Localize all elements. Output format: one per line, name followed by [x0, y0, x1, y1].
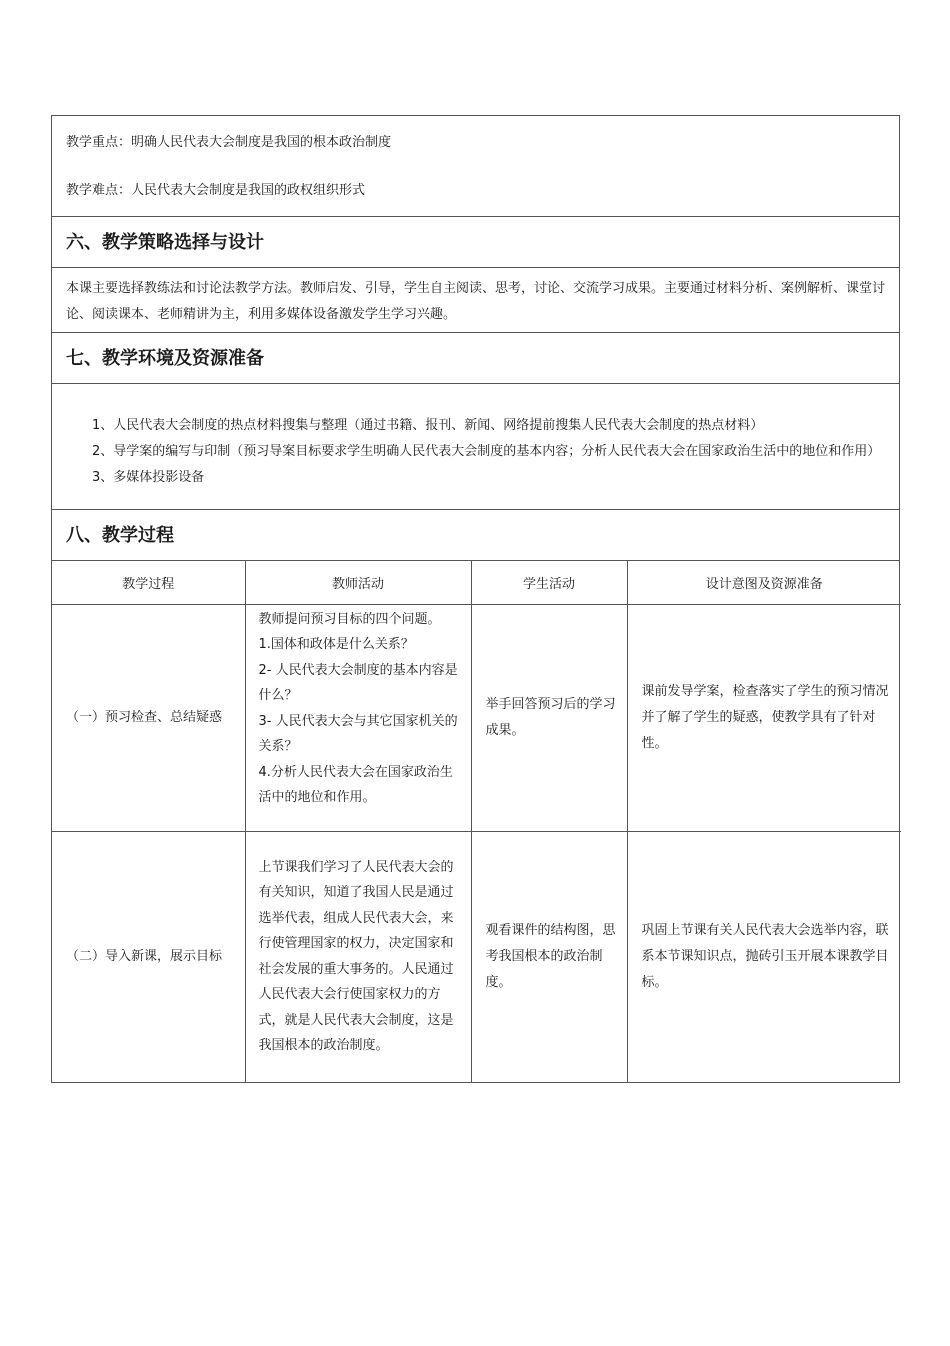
stage-cell: （一）预习检查、总结疑惑 — [52, 604, 245, 831]
key-point-text: 教学重点：明确人民代表大会制度是我国的根本政治制度 — [66, 135, 392, 150]
column-header: 教学过程 — [52, 561, 245, 604]
column-header: 学生活动 — [471, 561, 627, 604]
teaching-focus-block — [52, 116, 899, 217]
resource-item-3: 3、多媒体投影设备 — [92, 470, 205, 485]
section-8-title: 八、教学过程 — [52, 510, 899, 561]
student-activity-cell: 举手回答预习后的学习成果。 — [471, 604, 627, 831]
design-intent-cell: 巩固上节课有关人民代表大会选举内容，联系本节课知识点，抛砖引玉开展本课教学目标。 — [627, 831, 901, 1082]
table-row — [52, 831, 901, 1082]
teacher-line: 2- 人民代表大会制度的基本内容是什么？ — [258, 662, 458, 703]
teacher-line: 4.分析人民代表大会在国家政治生活中的地位和作用。 — [258, 764, 453, 805]
student-activity-cell: 观看课件的结构图，思考我国根本的政治制度。 — [471, 831, 627, 1082]
stage-cell: （二）导入新课，展示目标 — [52, 831, 245, 1082]
teacher-activity-cell — [245, 604, 471, 831]
process-table-block — [52, 561, 899, 1082]
section-7-title: 七、教学环境及资源准备 — [52, 333, 899, 384]
column-header: 设计意图及资源准备 — [627, 561, 901, 604]
teacher-line: 教师提问预习目标的四个问题。 — [258, 611, 441, 627]
table-row — [52, 604, 901, 831]
resource-item-1: 1、人民代表大会制度的热点材料搜集与整理（通过书籍、报刊、新闻、网络提前搜集人民代表大会制度的热点材料） — [92, 418, 764, 433]
teacher-activity-cell — [245, 831, 471, 1082]
teacher-line: 上节课我们学习了人民代表大会的有关知识，知道了我国人民是通过选举代表，组成人民代表大会，来行使管理国家的权力，决定国家和社会发展的重大事务的。人民通过人民代表大会行使国家权力的方式，就是人民代表大会制度，这是我国根本的政治制度。 — [258, 859, 454, 1054]
resource-item-2: 2、导学案的编写与印制（预习导案目标要求学生明确人民代表大会制度的基本内容；分析人民代表大会在国家政治生活中的地位和作用） — [92, 444, 881, 459]
section-7-body — [52, 384, 899, 510]
process-table — [52, 561, 901, 1082]
teacher-line: 3- 人民代表大会与其它国家机关的关系？ — [258, 713, 458, 754]
teacher-line: 1.国体和政体是什么关系？ — [258, 637, 414, 652]
section-6-body: 本课主要选择教练法和讨论法教学方法。教师启发、引导，学生自主阅读、思考，讨论、交流学习成果。主要通过材料分析、案例解析、课堂讨论、阅读课本、老师精讲为主，利用多媒体设备激发学生学习兴趣。 — [52, 268, 899, 333]
design-intent-cell: 课前发导学案，检查落实了学生的预习情况并了解了学生的疑惑，使教学具有了针对性。 — [627, 604, 901, 831]
section-6-title: 六、教学策略选择与设计 — [52, 217, 899, 268]
difficult-point-text: 教学难点：人民代表大会制度是我国的政权组织形式 — [66, 183, 366, 198]
column-header: 教师活动 — [245, 561, 471, 604]
lesson-plan-document — [51, 115, 900, 1083]
table-header-row — [52, 561, 901, 604]
